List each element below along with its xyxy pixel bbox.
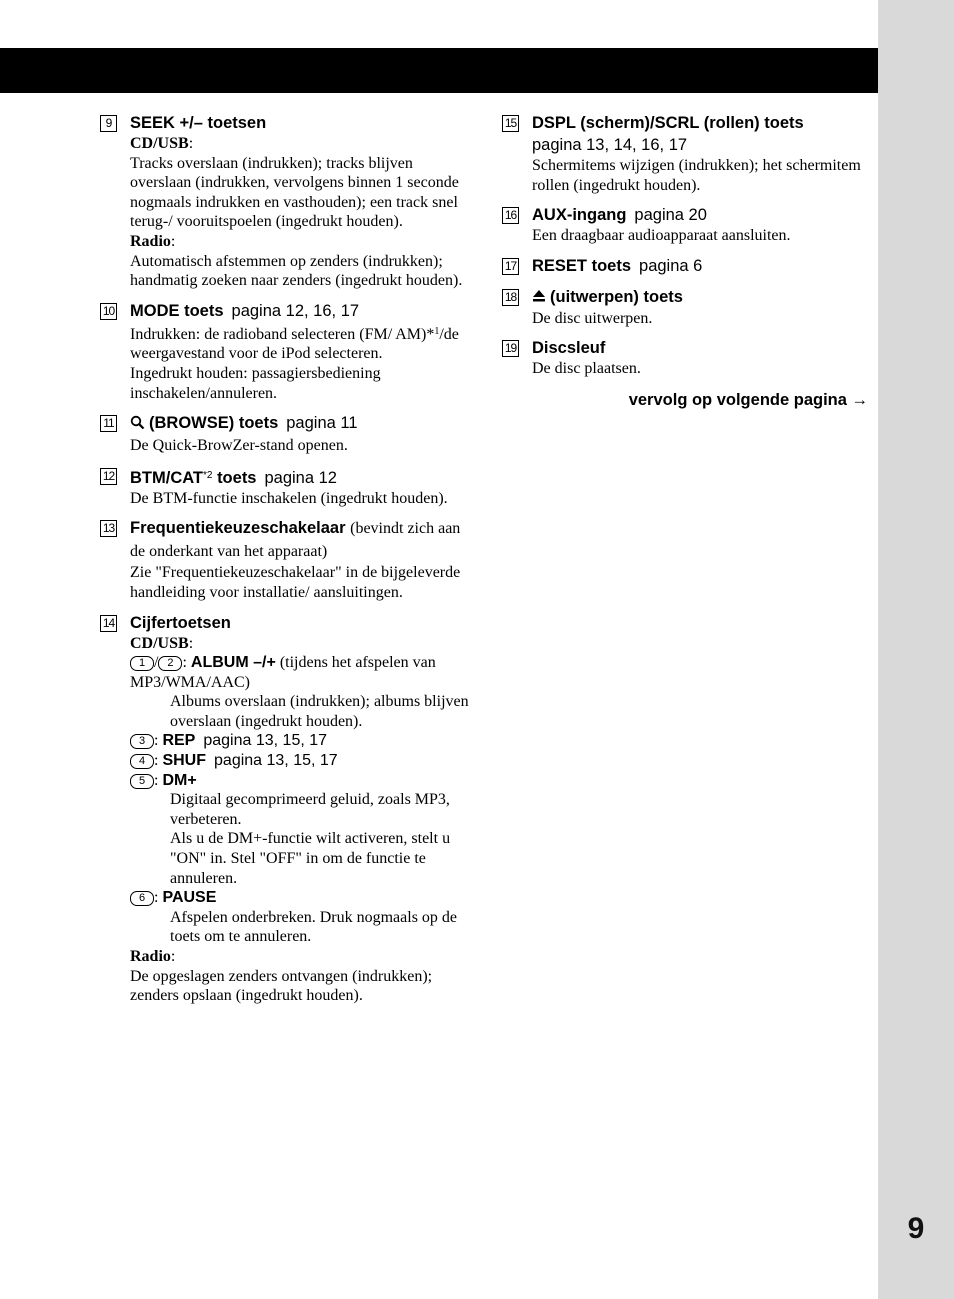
entry-19 <box>502 337 872 379</box>
right-column <box>502 112 872 410</box>
entry-17 <box>502 255 872 277</box>
entry-title: Discsleuf <box>532 339 606 358</box>
entry-text: Als u de DM+-functie wilt activeren, stelt u "ON" in. Stel "OFF" in om de functie te annuleren. <box>170 830 451 887</box>
entry-text: De opgeslagen zenders ontvangen (indrukken); zenders opslaan (ingedrukt houden). <box>130 967 433 1005</box>
search-icon <box>130 414 145 436</box>
page-reference: pagina 13, 15, 17 <box>203 732 328 750</box>
entry-12 <box>100 465 470 509</box>
entry-text: De BTM-functie inschakelen (ingedrukt houden). <box>130 489 448 507</box>
label-cdusb: CD/USB <box>130 634 189 652</box>
entry-13 <box>100 517 470 602</box>
entry-text: Tracks overslaan (indrukken); tracks blijven overslaan (indrukken, vervolgens binnen 1 seconde nogmaals indrukken en vasthouden); een track snel terug-/ vooruitspoelen (ingedrukt houden). <box>130 154 459 231</box>
key-label: ALBUM –/+ <box>190 654 276 672</box>
page-reference: pagina 20 <box>634 206 707 225</box>
item-number: 13 <box>100 520 117 537</box>
entry-title: (uitwerpen) toets <box>550 287 683 306</box>
item-number: 12 <box>100 468 117 485</box>
entry-title: AUX-ingang <box>532 206 627 225</box>
entry-text: Digitaal gecomprimeerd geluid, zoals MP3, verbeteren. <box>170 791 450 828</box>
entry-15 <box>502 112 872 195</box>
item-number: 10 <box>100 303 117 320</box>
number-key-2: 2 <box>158 656 182 671</box>
left-column <box>100 112 470 1015</box>
entry-title: toets <box>217 468 257 487</box>
number-key-4: 4 <box>130 754 154 769</box>
entry-text: Zie "Frequentiekeuzeschakelaar" in de bijgeleverde handleiding voor installatie/ aansluitingen. <box>130 564 461 601</box>
entry-title: RESET toets <box>532 256 632 275</box>
key-label: DM+ <box>162 771 197 789</box>
label-radio: Radio <box>130 232 171 250</box>
page-reference: pagina 13, 14, 16, 17 <box>532 136 688 154</box>
page-reference: pagina 12 <box>264 468 337 487</box>
entry-14: 14 Cijfertoetsen CD/USB: 1 / 2 : ALBUM –/+ (tijdens het afspelen van MP3/WMA/AAC) Albums overslaan (indrukken); albums blijven overslaan (ingedrukt houden). 3 : REP pagina 13, 15, 17 4 : SHUF pagina 13, 15, 17 5 : DM+ Digitaal gecomprimeerd geluid, zoals MP3, verbeteren. Als u de DM+-functie wilt activeren, stelt u "ON" in. Stel "OFF" in om de functie te annuleren. 6 : PAUSE Afspelen onderbreken. Druk nogmaals op de toets om te annuleren. Radio: De opgeslagen zenders ontvangen (indrukken); zenders opslaan (ingedrukt houden). <box>100 612 470 1006</box>
entry-text: Afspelen onderbreken. Druk nogmaals op de toets om te annuleren. <box>170 908 458 946</box>
entry-title: DSPL (scherm)/SCRL (rollen) toets <box>532 114 804 132</box>
entry-title: SEEK +/– toetsen <box>130 114 267 132</box>
entry-text: /de weergavestand voor de iPod selecteren. <box>130 325 459 363</box>
entry-title: Cijfertoetsen <box>130 613 231 632</box>
page-number: 9 <box>907 1212 925 1245</box>
entry-text: Ingedrukt houden: passagiersbediening inschakelen/annuleren. <box>130 364 381 402</box>
key-label: SHUF <box>162 752 207 770</box>
page-reference: pagina 13, 15, 17 <box>214 752 338 770</box>
entry-title: MODE toets <box>130 301 224 320</box>
header-bar <box>0 48 878 93</box>
item-number: 19 <box>502 340 519 357</box>
entry-11 <box>100 412 470 456</box>
page-reference: pagina 6 <box>639 256 703 275</box>
entry-text: Automatisch afstemmen op zenders (indrukken); handmatig zoeken naar zenders (ingedrukt houden). <box>130 252 463 290</box>
entry-note: (bevindt zich aan de onderkant van het apparaat) <box>130 520 461 561</box>
eject-icon <box>532 287 546 309</box>
entry-9: 9 SEEK +/– toetsen CD/USB: Tracks overslaan (indrukken); tracks blijven overslaan (indrukken, vervolgens binnen 1 seconde nogmaals indrukken en vasthouden); een track snel terug-/ vooruitspoelen (ingedrukt houden). Radio: Automatisch afstemmen op zenders (indrukken); handmatig zoeken naar zenders (ingedrukt houden). <box>100 112 470 291</box>
number-key-3: 3 <box>130 734 154 749</box>
entry-note: (tijdens het afspelen van MP3/WMA/AAC) <box>130 654 436 691</box>
entry-title: BTM/CAT <box>130 468 204 487</box>
page-edge-tab <box>878 0 954 1299</box>
entry-text: De Quick-BrowZer-stand openen. <box>130 437 348 455</box>
entry-16 <box>502 204 872 246</box>
key-label: REP <box>162 732 196 750</box>
entry-text: Indrukken: de radioband selecteren (FM/ AM)* <box>130 325 435 343</box>
footnote-marker: *2 <box>203 469 213 481</box>
entry-text: De disc plaatsen. <box>532 360 641 378</box>
entry-text: De disc uitwerpen. <box>532 309 653 327</box>
continued-on-next-page: vervolg op volgende pagina → <box>628 390 868 409</box>
page-reference: pagina 11 <box>286 414 358 433</box>
item-number: 16 <box>502 207 519 224</box>
page-reference: pagina 12, 16, 17 <box>231 301 360 320</box>
entry-10 <box>100 300 470 403</box>
key-label: PAUSE <box>162 889 217 907</box>
item-number: 14 <box>100 615 117 632</box>
entry-text: Schermitems wijzigen (indrukken); het schermitem rollen (ingedrukt houden). <box>532 157 861 194</box>
item-number: 15 <box>502 115 519 132</box>
entry-18 <box>502 286 872 329</box>
entry-title: Frequentiekeuzeschakelaar <box>130 519 346 538</box>
label-radio: Radio <box>130 948 171 965</box>
number-key-6: 6 <box>130 891 154 906</box>
item-number: 17 <box>502 258 519 275</box>
entry-text: Een draagbaar audioapparaat aansluiten. <box>532 227 791 245</box>
entry-text: Albums overslaan (indrukken); albums blijven overslaan (ingedrukt houden). <box>170 693 469 730</box>
footnote-marker: 1 <box>434 325 440 337</box>
item-number: 11 <box>100 415 117 432</box>
item-number: 9 <box>100 115 117 132</box>
number-key-1: 1 <box>130 656 154 671</box>
number-key-5: 5 <box>130 774 154 789</box>
label-cdusb: CD/USB <box>130 135 189 152</box>
entry-title: (BROWSE) toets <box>149 414 279 433</box>
item-number: 18 <box>502 289 519 306</box>
